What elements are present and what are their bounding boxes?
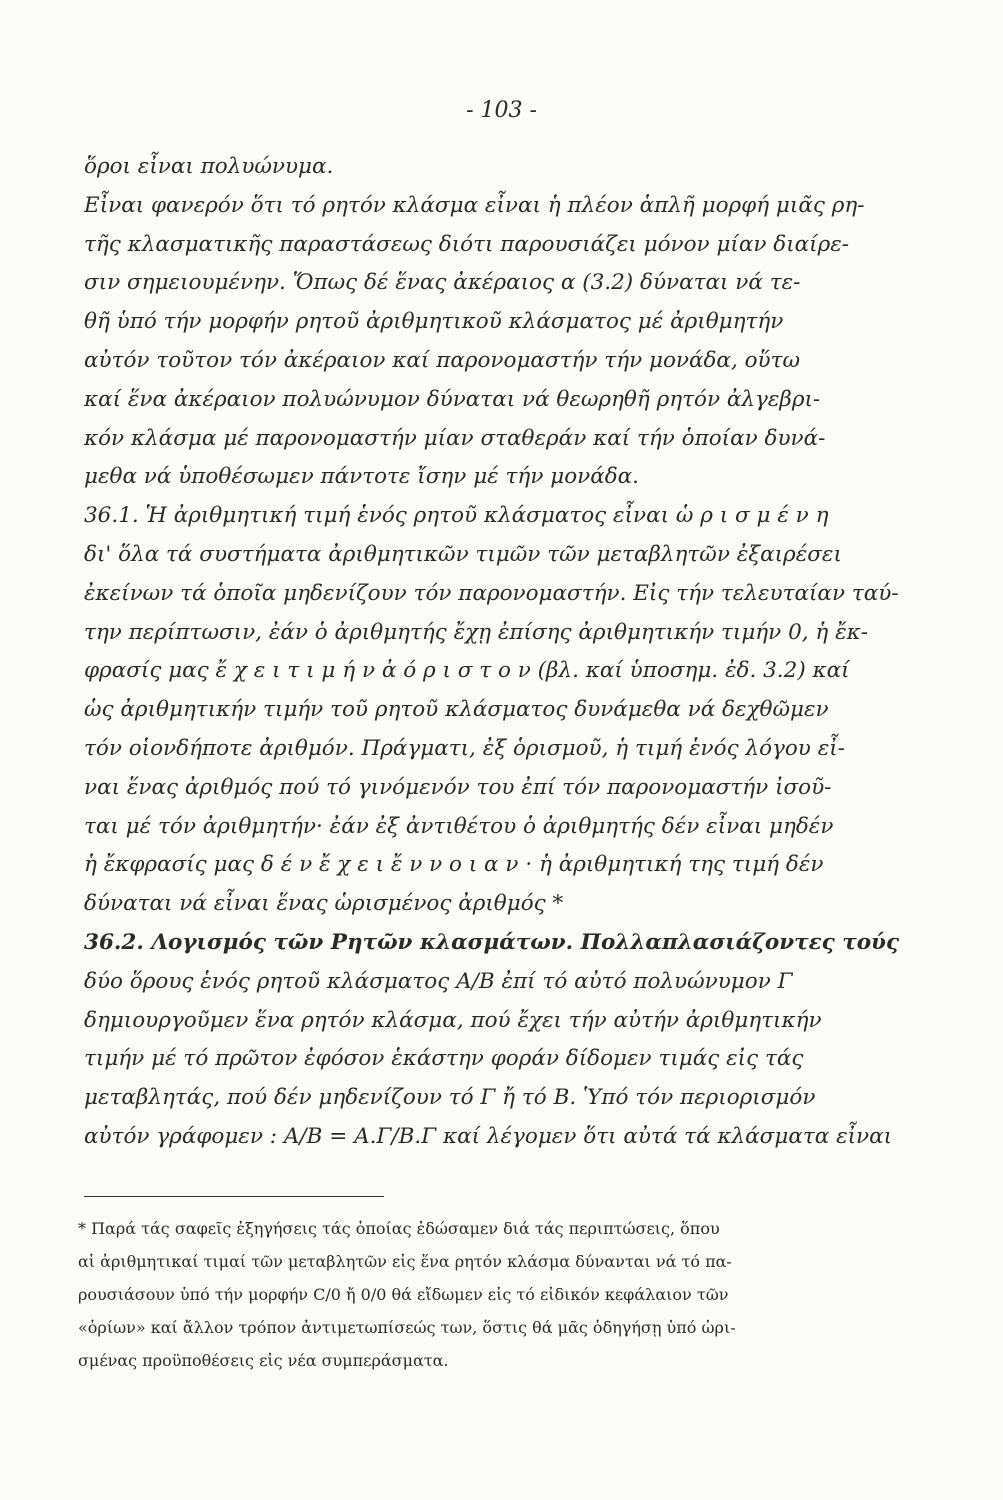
footnote-line: ρουσιάσουν ὑπό τήν μορφήν C/0 ἤ 0/0 θά εἴδωμεν εἰς τό εἰδικόν κεφάλαιον τῶν xyxy=(78,1285,729,1304)
text-line: θῆ ὑπό τήν μορφήν ρητοῦ ἀριθμητικοῦ κλάσματος μέ ἀριθμητήν xyxy=(84,309,784,335)
section-36-2-heading-line: 36.2. Λογισμός τῶν Ρητῶν κλασμάτων. Πολλαπλασιάζοντες τούς xyxy=(84,929,900,955)
text-line: Εἶναι φανερόν ὅτι τό ρητόν κλάσμα εἶναι ἡ πλέον ἁπλῆ μορφή μιᾶς ρη- xyxy=(84,192,865,218)
text-line: δύναται νά εἶναι ἕνας ὡρισμένος ἀριθμός * xyxy=(84,891,564,917)
page-number: - 103 - xyxy=(466,98,537,123)
body-text xyxy=(84,148,904,1157)
footnote-line: αἱ ἀριθμητικαί τιμαί τῶν μεταβλητῶν εἰς ἕνα ρητόν κλάσμα δύνανται νά τό πα- xyxy=(78,1252,732,1271)
footnote-divider xyxy=(84,1196,384,1197)
text-line: ἐκείνων τά ὁποῖα μηδενίζουν τόν παρονομαστήν. Εἰς τήν τελευταίαν ταύ- xyxy=(84,580,899,606)
text-line: ἡ ἔκφρασίς μας δ έ ν ἔ χ ε ι ἔ ν ν ο ι α ν · ἡ ἀριθμητική της τιμή δέν xyxy=(84,852,824,878)
text-line: ναι ἕνας ἀριθμός πού τό γινόμενόν του ἐπί τόν παρονομαστήν ἰσοῦ- xyxy=(84,774,832,800)
text-line: ται μέ τόν ἀριθμητήν· ἐάν ἐξ ἀντιθέτου ὁ ἀριθμητής δέν εἶναι μηδέν xyxy=(84,813,834,839)
text-line: δύο ὅρους ἑνός ρητοῦ κλάσματος Α/Β ἐπί τό αὐτό πολυώνυμον Γ xyxy=(84,968,793,994)
text-line: δι' ὅλα τά συστήματα ἀριθμητικῶν τιμῶν τῶν μεταβλητῶν ἐξαιρέσει xyxy=(84,541,842,567)
text-line: ὅροι εἶναι πολυώνυμα. xyxy=(84,154,334,179)
text-line: φρασίς μας ἔ χ ε ι τ ι μ ή ν ἀ ό ρ ι σ τ ο ν (βλ. καί ὑποσημ. ἐδ. 3.2) καί xyxy=(84,658,850,684)
text-line: μεταβλητάς, πού δέν μηδενίζουν τό Γ ἤ τό Β. Ὑπό τόν περιορισμόν xyxy=(84,1085,816,1111)
footnote xyxy=(78,1212,918,1377)
text-line: τιμήν μέ τό πρῶτον ἐφόσον ἑκάστην φοράν δίδομεν τιμάς εἰς τάς xyxy=(84,1046,804,1072)
text-line: την περίπτωσιν, ἐάν ὁ ἀριθμητής ἔχῃ ἐπίσης ἀριθμητικήν τιμήν 0, ἡ ἔκ- xyxy=(84,619,869,645)
text-line: καί ἕνα ἀκέραιον πολυώνυμον δύναται νά θεωρηθῆ ρητόν ἀλγεβρι- xyxy=(84,386,821,412)
text-line: κόν κλάσμα μέ παρονομαστήν μίαν σταθεράν καί τήν ὁποίαν δυνά- xyxy=(84,425,826,451)
footnote-line: * Παρά τάς σαφεῖς ἐξηγήσεις τάς ὁποίας ἐδώσαμεν διά τάς περιπτώσεις, ὅπου xyxy=(78,1219,720,1238)
section-36-1-line: 36.1. Ἡ ἀριθμητική τιμή ἑνός ρητοῦ κλάσματος εἶναι ὡ ρ ι σ μ έ ν η xyxy=(84,503,829,529)
fraction-formula-line: αὐτόν γράφομεν : Α/Β = Α.Γ/Β.Γ καί λέγομεν ὅτι αὐτά τά κλάσματα εἶναι xyxy=(84,1123,893,1149)
text-line: ὡς ἀριθμητικήν τιμήν τοῦ ρητοῦ κλάσματος δυνάμεθα νά δεχθῶμεν xyxy=(84,697,829,723)
footnote-line: «ὁρίων» καί ἄλλον τρόπον ἀντιμετωπίσεώς των, ὅστις θά μᾶς ὁδηγήσῃ ὑπό ὡρι- xyxy=(78,1318,736,1337)
text-line: σιν σημειουμένην. Ὅπως δέ ἕνας ἀκέραιος α (3.2) δύναται νά τε- xyxy=(84,270,801,296)
text-line: αὐτόν τοῦτον τόν ἀκέραιον καί παρονομαστήν τήν μονάδα, οὕτω xyxy=(84,347,801,373)
text-line: τῆς κλασματικῆς παραστάσεως διότι παρουσιάζει μόνον μίαν διαίρε- xyxy=(84,231,850,257)
text-line: τόν οἱονδήποτε ἀριθμόν. Πράγματι, ἐξ ὁρισμοῦ, ἡ τιμή ἑνός λόγου εἶ- xyxy=(84,735,845,761)
footnote-line: σμένας προϋποθέσεις εἰς νέα συμπεράσματα. xyxy=(78,1351,449,1370)
text-line: δημιουργοῦμεν ἕνα ρητόν κλάσμα, πού ἔχει τήν αὐτήν ἀριθμητικήν xyxy=(84,1007,822,1033)
text-line: μεθα νά ὑποθέσωμεν πάντοτε ἴσην μέ τήν μονάδα. xyxy=(84,464,640,490)
